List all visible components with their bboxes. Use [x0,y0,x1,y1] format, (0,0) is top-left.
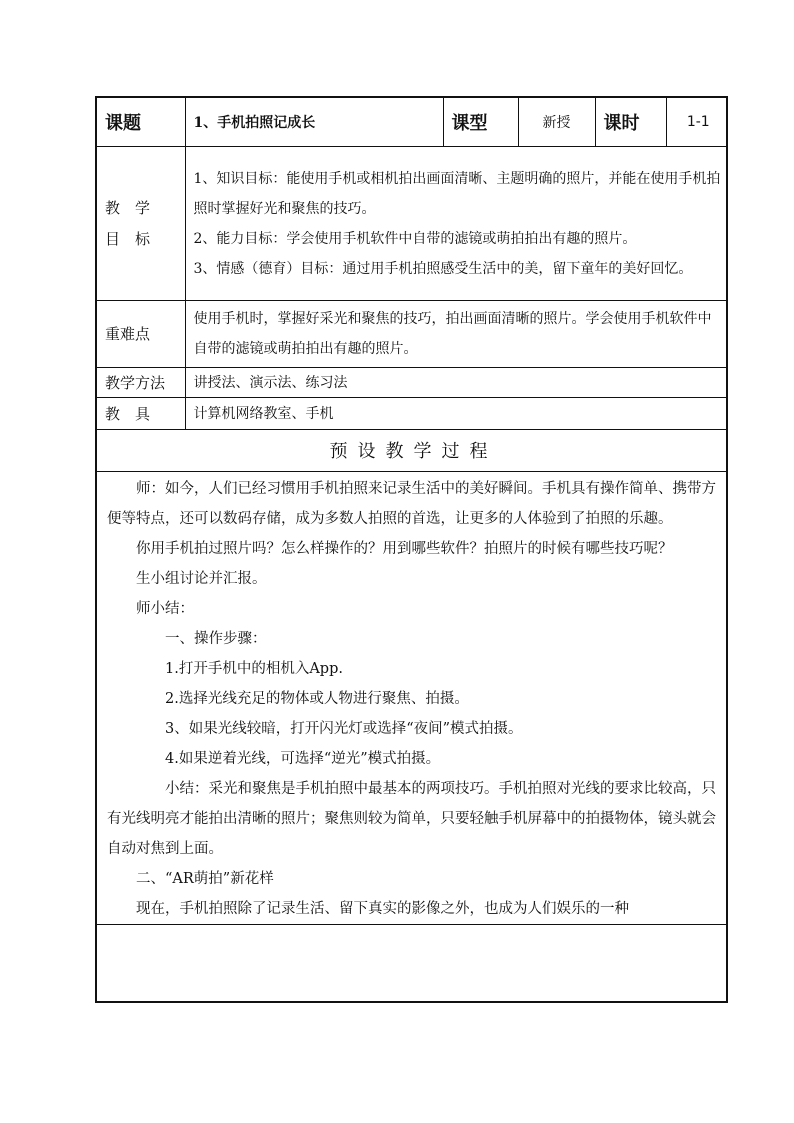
header-row [97,98,728,146]
period-value: 1-1 [666,98,728,146]
topic-label: 课题 [97,98,185,146]
methods-row [97,367,728,397]
methods-label: 教学方法 [97,367,185,397]
tools-text: 计算机网络教室、手机 [185,397,728,429]
goal-ability: 2、能力目标：学会使用手机软件中自带的滤镜或萌拍拍出有趣的照片。 [193,231,637,247]
type-label: 课型 [443,98,518,146]
paragraph-steps-heading: 一、操作步骤： [165,630,267,647]
lesson-plan-table [95,96,728,1003]
topic-value: 1、手机拍照记成长 [185,98,443,146]
paragraph-step-2: 2.选择光线充足的物体或人物进行聚焦、拍摄。 [165,690,469,707]
goals-label [97,146,185,300]
process-body [97,471,728,924]
paragraph-discussion: 生小组讨论并汇报。 [136,570,267,587]
difficulty-text: 使用手机时，掌握好采光和聚焦的技巧，拍出画面清晰的照片。学会使用手机软件中自带的滤镜或萌拍拍出有趣的照片。 [185,300,728,367]
paragraph-step-1: 1.打开手机中的相机入App. [165,660,343,677]
period-label: 课时 [595,98,666,146]
methods-text: 讲授法、演示法、练习法 [185,367,728,397]
paragraph-summary-label: 师小结： [136,600,194,617]
goal-knowledge: 1、知识目标：能使用手机或相机拍出画面清晰、主题明确的照片，并能在使用手机拍照时掌握好光和聚焦的技巧。 [193,171,721,217]
tools-label: 教 具 [97,397,185,429]
paragraph-question: 你用手机拍过照片吗？怎么样操作的？用到哪些软件？拍照片的时候有哪些技巧呢？ [136,540,673,557]
paragraph-summary: 小结：采光和聚焦是手机拍照中最基本的两项技巧。手机拍照对光线的要求比较高，只有光线明亮才能拍出清晰的照片；聚焦则较为简单，只要轻触手机屏幕中的拍摄物体，镜头就会自动对焦到上面。 [107,780,716,857]
paragraph-step-3: 3、如果光线较暗，打开闪光灯或选择“夜间”模式拍摄。 [165,720,523,737]
paragraph-ar-heading: 二、“AR萌拍”新花样 [136,870,274,887]
type-value: 新授 [518,98,595,146]
lesson-table [97,98,728,925]
process-title-row [97,429,728,471]
process-body-row [97,471,728,924]
difficulty-label: 重难点 [97,300,185,367]
difficulty-row [97,300,728,367]
goals-label-line-2: 目 标 [105,230,151,248]
goals-row [97,146,728,300]
goals-content [185,146,728,300]
goal-emotion: 3、情感（德育）目标：通过用手机拍照感受生活中的美，留下童年的美好回忆。 [193,261,693,277]
paragraph-teacher-intro: 师：如今，人们已经习惯用手机拍照来记录生活中的美好瞬间。手机具有操作简单、携带方便等特点，还可以数码存储，成为多数人拍照的首选，让更多的人体验到了拍照的乐趣。 [107,480,716,527]
paragraph-ar-intro: 现在，手机拍照除了记录生活、留下真实的影像之外，也成为人们娱乐的一种 [136,900,629,917]
tools-row [97,397,728,429]
process-title: 预设教学过程 [97,429,728,471]
paragraph-step-4: 4.如果逆着光线，可选择“逆光”模式拍摄。 [165,750,441,767]
goals-label-line-1: 教 学 [105,199,151,217]
